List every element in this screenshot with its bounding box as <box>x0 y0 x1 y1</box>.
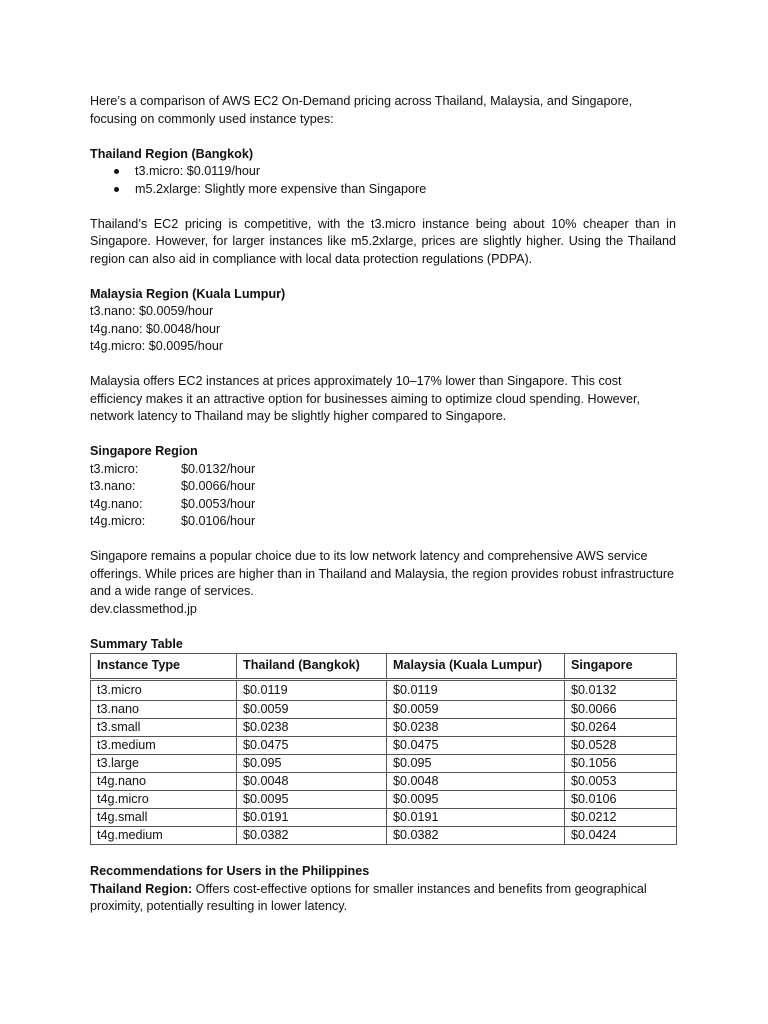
column-header: Thailand (Bangkok) <box>237 654 387 680</box>
document-body <box>90 93 676 916</box>
table-cell: t3.medium <box>91 737 237 755</box>
table-row <box>91 791 677 809</box>
instance-price: $0.0132/hour <box>181 461 256 476</box>
malaysia-heading: Malaysia Region (Kuala Lumpur) <box>90 286 286 301</box>
table-cell: $0.1056 <box>565 755 677 773</box>
table-cell: $0.0191 <box>237 809 387 827</box>
table-row <box>91 755 677 773</box>
table-cell: $0.095 <box>387 755 565 773</box>
table-cell: $0.0132 <box>565 680 677 701</box>
list-item: t3.micro: $0.0119/hour <box>90 163 676 181</box>
malaysia-price-line: t4g.nano: $0.0048/hour <box>90 321 221 336</box>
singapore-price-row <box>90 461 676 479</box>
recommendation-thailand <box>90 881 676 916</box>
table-cell: $0.0059 <box>237 701 387 719</box>
table-row <box>91 773 677 791</box>
table-cell: $0.0382 <box>237 827 387 845</box>
table-cell: $0.0382 <box>387 827 565 845</box>
thailand-heading: Thailand Region (Bangkok) <box>90 146 254 161</box>
table-cell: $0.0212 <box>565 809 677 827</box>
table-cell: t4g.nano <box>91 773 237 791</box>
table-cell: $0.0066 <box>565 701 677 719</box>
table-cell: $0.0238 <box>387 719 565 737</box>
summary-table <box>90 653 677 845</box>
table-cell: $0.0475 <box>387 737 565 755</box>
table-cell: t3.micro <box>91 680 237 701</box>
table-cell: $0.0475 <box>237 737 387 755</box>
instance-price: $0.0066/hour <box>181 479 256 493</box>
summary-table-title: Summary Table <box>90 636 183 651</box>
table-row <box>91 680 677 701</box>
table-cell: $0.0095 <box>237 791 387 809</box>
malaysia-price-line: t3.nano: $0.0059/hour <box>90 304 214 318</box>
table-row <box>91 809 677 827</box>
singapore-heading: Singapore Region <box>90 444 198 458</box>
table-cell: $0.0191 <box>387 809 565 827</box>
table-cell: $0.0119 <box>237 680 387 701</box>
column-header: Instance Type <box>91 654 237 680</box>
table-row <box>91 737 677 755</box>
singapore-price-row <box>90 496 676 514</box>
recommendation-label: Thailand Region: <box>90 881 193 896</box>
table-cell: $0.0106 <box>565 791 677 809</box>
singapore-price-row <box>90 513 676 531</box>
table-cell: $0.0048 <box>237 773 387 791</box>
table-cell: $0.0095 <box>387 791 565 809</box>
table-cell: t4g.medium <box>91 827 237 845</box>
table-row <box>91 719 677 737</box>
table-cell: t3.nano <box>91 701 237 719</box>
table-cell: $0.0119 <box>387 680 565 701</box>
recommendations-heading: Recommendations for Users in the Philippines <box>90 864 370 878</box>
instance-label: t3.nano: <box>90 479 136 493</box>
instance-label: t3.micro: <box>90 461 139 476</box>
table-cell: $0.0048 <box>387 773 565 791</box>
table-cell: t3.small <box>91 719 237 737</box>
table-row <box>91 701 677 719</box>
table-row <box>91 827 677 845</box>
singapore-price-row <box>90 478 676 496</box>
malaysia-price-line: t4g.micro: $0.0095/hour <box>90 339 224 353</box>
source-reference: dev.classmethod.jp <box>90 601 197 616</box>
instance-price: $0.0106/hour <box>181 514 256 528</box>
list-item: m5.2xlarge: Slightly more expensive than Singapore <box>90 181 676 199</box>
thailand-bullet-list <box>90 163 676 198</box>
malaysia-paragraph: Malaysia offers EC2 instances at prices approximately 10–17% lower than Singapore. This cost efficiency makes it an attractive option for businesses aiming to optimize cloud spending. However, network latency to Thailand may be slightly higher compared to Singapore. <box>90 374 640 423</box>
table-cell: $0.0238 <box>237 719 387 737</box>
table-cell: $0.0528 <box>565 737 677 755</box>
instance-price: $0.0053/hour <box>181 496 256 511</box>
singapore-paragraph: Singapore remains a popular choice due to its low network latency and comprehensive AWS service offerings. While prices are higher than in Thailand and Malaysia, the region provides robust infrastructure and a wide range of services. <box>90 549 675 598</box>
table-cell: t3.large <box>91 755 237 773</box>
table-cell: $0.0424 <box>565 827 677 845</box>
table-cell: $0.095 <box>237 755 387 773</box>
table-cell: $0.0053 <box>565 773 677 791</box>
instance-label: t4g.micro: <box>90 514 146 528</box>
instance-label: t4g.nano: <box>90 496 143 511</box>
recommendation-text: Offers cost-effective options for smaller instances and benefits from geographical proximity, potentially resulting in lower latency. <box>90 881 647 913</box>
table-cell: t4g.small <box>91 809 237 827</box>
summary-table-body <box>91 680 677 845</box>
thailand-paragraph: Thailand’s EC2 pricing is competitive, with the t3.micro instance being about 10% cheaper than in Singapore. However, for larger instances like m5.2xlarge, prices are slightly higher. Using the Thailand region can also aid in compliance with local data protection regulations (PDPA). <box>90 216 676 266</box>
intro-paragraph: Here’s a comparison of AWS EC2 On-Demand pricing across Thailand, Malaysia, and Singapore, focusing on commonly used instance types: <box>90 94 633 126</box>
column-header: Malaysia (Kuala Lumpur) <box>387 654 565 680</box>
table-header-row <box>91 654 677 680</box>
table-cell: $0.0059 <box>387 701 565 719</box>
column-header: Singapore <box>565 654 677 680</box>
table-cell: t4g.micro <box>91 791 237 809</box>
table-cell: $0.0264 <box>565 719 677 737</box>
